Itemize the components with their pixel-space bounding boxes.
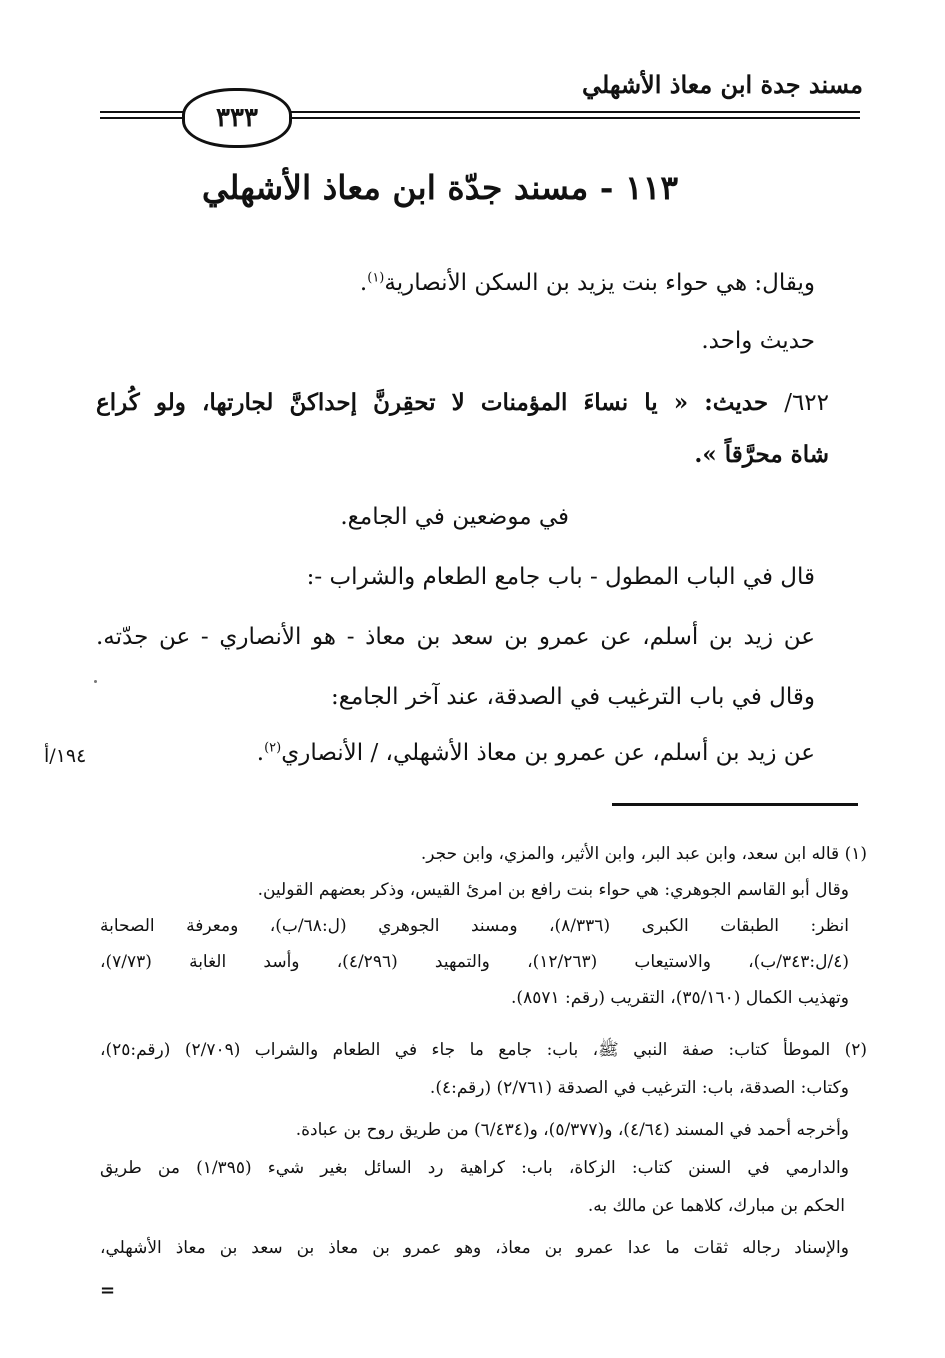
body-line-6: وقال في باب الترغيب في الصدقة، عند آخر الجامع: xyxy=(330,684,815,710)
page-number-badge xyxy=(182,88,292,148)
footnote-2-line-1: (٢) الموطأ كتاب: صفة النبي ﷺ، باب: جامع ما جاء في الطعام والشراب (٢/٧٠٩) (رقم:٢٥)، xyxy=(100,1040,868,1060)
page-number: ٣٣٣ xyxy=(216,103,258,133)
footnote-ref-1[interactable]: (١) xyxy=(367,270,385,286)
section-title: ١١٣ - مسند جدّة ابن معاذ الأشهلي xyxy=(201,168,679,207)
footnote-2-line-5: الحكم بن مبارك، كلاهما عن مالك به. xyxy=(587,1196,845,1216)
hadith-number: ٦٢٢/ xyxy=(784,390,829,416)
manuscript-folio-marker: ١٩٤/أ xyxy=(44,745,87,767)
hadith-text-1: « يا نساءَ المؤمنات لا تحقِرنَّ إحداكنَّ لجارتها، ولو كُراع xyxy=(96,389,689,416)
body-line-1-text: ويقال: هي حواء بنت يزيد بن السكن الأنصارية xyxy=(384,270,815,296)
body-line-5: عن زيد بن أسلم، عن عمرو بن سعد بن معاذ - هو الأنصاري - عن جدّته. xyxy=(96,624,815,650)
footnote-1-line-2: وقال أبو القاسم الجوهري: هي حواء بنت رافع بن امرئ القيس، وذكر بعضهم القولين. xyxy=(257,880,849,900)
body-line-1 xyxy=(360,268,815,298)
continuation-mark: = xyxy=(100,1280,116,1301)
footnote-2-line-4: والدارمي في السنن كتاب: الزكاة، باب: كراهية رد السائل بغير شيء (١/٣٩٥) من طريق xyxy=(100,1158,849,1178)
hadith-label: حديث: xyxy=(704,389,769,416)
hadith-line-2: شاة محرَّقاً ». xyxy=(694,441,829,468)
body-line-4: قال في الباب المطول - باب جامع الطعام والشراب -: xyxy=(306,564,815,590)
footnote-1-line-5: وتهذيب الكمال (٣٥/١٦٠)، التقريب (رقم: ٨٥٧١). xyxy=(511,988,849,1008)
footnote-separator xyxy=(612,803,858,806)
body-line-7-text: عن زيد بن أسلم، عن عمرو بن معاذ الأشهلي، / الأنصاري xyxy=(281,740,815,766)
footnote-1-line-3: انظر: الطبقات الكبرى (٨/٣٣٦)، ومسند الجوهري (ل:٦٨/ب)، ومعرفة الصحابة xyxy=(100,916,849,936)
footnote-2-line-2: وكتاب: الصدقة، باب: الترغيب في الصدقة (٢/٧٦١) (رقم:٤). xyxy=(429,1078,849,1098)
footnote-ref-2[interactable]: (٢) xyxy=(264,740,282,756)
hadith-line-1 xyxy=(96,388,829,418)
footnote-2-line-6: والإسناد رجاله ثقات ما عدا عمرو بن معاذ، وهو عمرو بن معاذ بن سعد بن معاذ الأشهلي، xyxy=(100,1238,849,1258)
body-line-3: في موضعين في الجامع. xyxy=(340,504,569,530)
body-line-2: حديث واحد. xyxy=(701,328,815,354)
body-line-7 xyxy=(257,738,815,768)
footnote-1-line-4: (٤/ل:٣٤٣/ب)، والاستيعاب (١٢/٢٦٣)، والتمهيد (٤/٢٩٦)، وأسد الغابة (٧/٧٣)، xyxy=(100,952,849,972)
speck xyxy=(94,680,97,683)
body-line-1-end: . xyxy=(359,270,368,296)
footnote-2-line-3: وأخرجه أحمد في المسند (٤/٦٤)، و(٥/٣٧٧)، و(٦/٤٣٤) من طريق روح بن عبادة. xyxy=(295,1120,849,1140)
footnote-1-line-1: (١) قاله ابن سعد، وابن عبد البر، وابن الأثير، والمزي، وابن حجر. xyxy=(420,844,867,864)
body-line-7-end: . xyxy=(256,740,265,766)
running-header-title: مسند جدة ابن معاذ الأشهلي xyxy=(581,70,863,99)
